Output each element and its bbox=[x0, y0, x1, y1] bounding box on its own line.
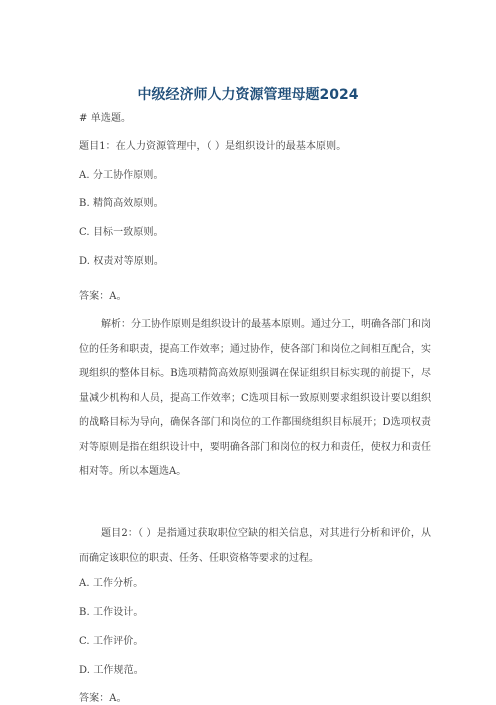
document-title: 中级经济师人力资源管理母题2024 bbox=[137, 87, 359, 103]
question-1-option-d: D. 权责对等原则。 bbox=[79, 256, 165, 267]
question-1-answer: 答案：A。 bbox=[79, 291, 127, 302]
question-1-option-c: C. 目标一致原则。 bbox=[79, 227, 164, 238]
question-2-option-b: B. 工作设计。 bbox=[79, 607, 144, 618]
question-2-stem: 题目2：（ ）是指通过获取职位空缺的相关信息，对其进行分析和评价，从而确定该职位的职责、任务、任职资格等要求的过程。 bbox=[79, 528, 431, 564]
question-1-stem: 题目1：在人力资源管理中，（ ）是组织设计的最基本原则。 bbox=[79, 141, 347, 152]
question-2-option-d: D. 工作规范。 bbox=[79, 665, 144, 676]
question-2-option-c: C. 工作评价。 bbox=[79, 636, 144, 647]
question-1-explanation: 解析：分工协作原则是组织设计的最基本原则。通过分工，明确各部门和岗位的任务和职责，提高工作效率；通过协作，使各部门和岗位之间相互配合，实现组织的整体目标。B选项精简高效原则强调在保证组织目标实现的前提下，尽量减少机构和人员，提高工作效率；C选项目标一致原则要求组织设计要以组织的战略目标为导向，确保各部门和岗位的工作都围绕组织目标展开；D选项权责对等原则是指在组织设计中，要明确各部门和岗位的权力和责任，使权力和责任相对等。所以本题选A。 bbox=[79, 319, 431, 477]
question-2-option-a: A. 工作分析。 bbox=[79, 578, 144, 589]
question-2-answer: 答案：A。 bbox=[79, 693, 127, 704]
question-1-option-a: A. 分工协作原则。 bbox=[79, 170, 164, 181]
question-1-option-b: B. 精简高效原则。 bbox=[79, 198, 164, 209]
section-heading: # 单选题。 bbox=[79, 113, 132, 124]
